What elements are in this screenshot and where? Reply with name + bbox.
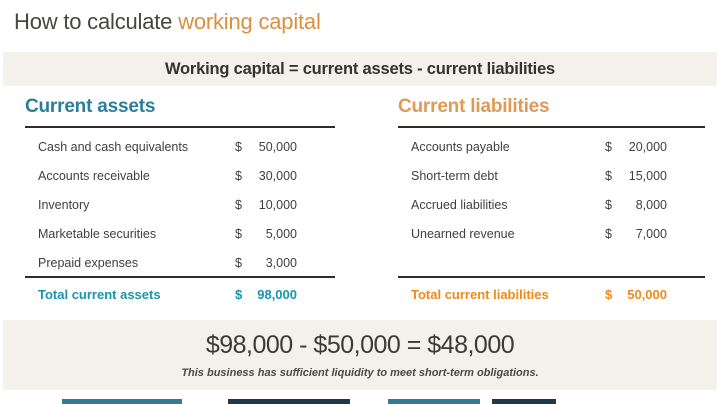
amount: 98,000 — [257, 287, 297, 302]
table-row — [398, 161, 705, 190]
current-assets-heading: Current assets — [25, 96, 335, 128]
table-row — [25, 219, 335, 248]
amount: 50,000 — [258, 139, 297, 154]
currency-symbol: $ — [605, 139, 612, 154]
bottom-strip-segment-navy — [228, 399, 350, 404]
asset-value — [235, 198, 297, 212]
liability-value — [605, 227, 667, 241]
amount: 20,000 — [628, 139, 667, 154]
page-title-highlight: working capital — [178, 9, 321, 34]
amount: 50,000 — [627, 287, 667, 302]
asset-label: Accounts receivable — [38, 168, 150, 183]
total-value — [605, 287, 667, 302]
formula-text: Working capital = current assets - current liabilities — [164, 59, 556, 78]
result-box — [3, 320, 717, 390]
asset-value — [235, 256, 297, 270]
page-title-prefix: How to calculate — [14, 9, 179, 34]
asset-label: Inventory — [38, 197, 90, 212]
currency-symbol: $ — [605, 168, 612, 183]
currency-symbol: $ — [235, 168, 242, 183]
liability-value — [605, 198, 667, 212]
table-row — [25, 190, 335, 219]
currency-symbol: $ — [605, 197, 612, 212]
total-value — [235, 287, 297, 302]
currency-symbol: $ — [235, 139, 242, 154]
liability-label: Unearned revenue — [411, 226, 515, 241]
currency-symbol: $ — [605, 287, 613, 302]
currency-symbol: $ — [235, 197, 242, 212]
total-current-liabilities-row — [398, 276, 705, 302]
table-row — [398, 190, 705, 219]
asset-value — [235, 227, 297, 241]
table-row — [25, 248, 335, 277]
asset-label: Cash and cash equivalents — [38, 139, 189, 154]
liability-label: Short-term debt — [411, 168, 498, 183]
currency-symbol: $ — [605, 226, 612, 241]
bottom-strip-segment-teal — [388, 399, 480, 404]
currency-symbol: $ — [235, 255, 242, 270]
total-label: Total current assets — [38, 287, 161, 302]
formula-band — [3, 52, 717, 86]
liability-label: Accrued liabilities — [411, 197, 508, 212]
liability-label: Accounts payable — [411, 139, 510, 154]
current-assets-column — [25, 96, 335, 302]
asset-value — [235, 140, 297, 154]
page-title — [14, 9, 321, 35]
bottom-strip — [0, 399, 720, 404]
liability-value — [605, 169, 667, 183]
total-current-assets-row — [25, 276, 335, 302]
current-liabilities-column — [398, 96, 705, 302]
current-liabilities-rows — [398, 128, 705, 276]
table-row — [25, 161, 335, 190]
total-label: Total current liabilities — [411, 287, 549, 302]
asset-label: Marketable securities — [38, 226, 157, 241]
amount: 10,000 — [258, 197, 297, 212]
bottom-strip-segment-navy — [492, 399, 556, 404]
result-equation: $98,000 - $50,000 = $48,000 — [205, 331, 515, 359]
amount: 30,000 — [258, 168, 297, 183]
currency-symbol: $ — [235, 226, 242, 241]
amount: 8,000 — [635, 197, 667, 212]
amount: 7,000 — [635, 226, 667, 241]
amount: 5,000 — [265, 226, 297, 241]
currency-symbol: $ — [235, 287, 243, 302]
current-liabilities-heading: Current liabilities — [398, 96, 705, 128]
liability-value — [605, 140, 667, 154]
amount: 15,000 — [628, 168, 667, 183]
asset-label: Prepaid expenses — [38, 255, 139, 270]
current-assets-rows — [25, 128, 335, 276]
amount: 3,000 — [265, 255, 297, 270]
bottom-strip-segment-teal — [62, 399, 182, 404]
table-row — [398, 219, 705, 248]
asset-value — [235, 169, 297, 183]
table-row — [25, 132, 335, 161]
result-note: This business has sufficient liquidity to meet short-term obligations. — [181, 367, 539, 379]
table-row — [398, 132, 705, 161]
